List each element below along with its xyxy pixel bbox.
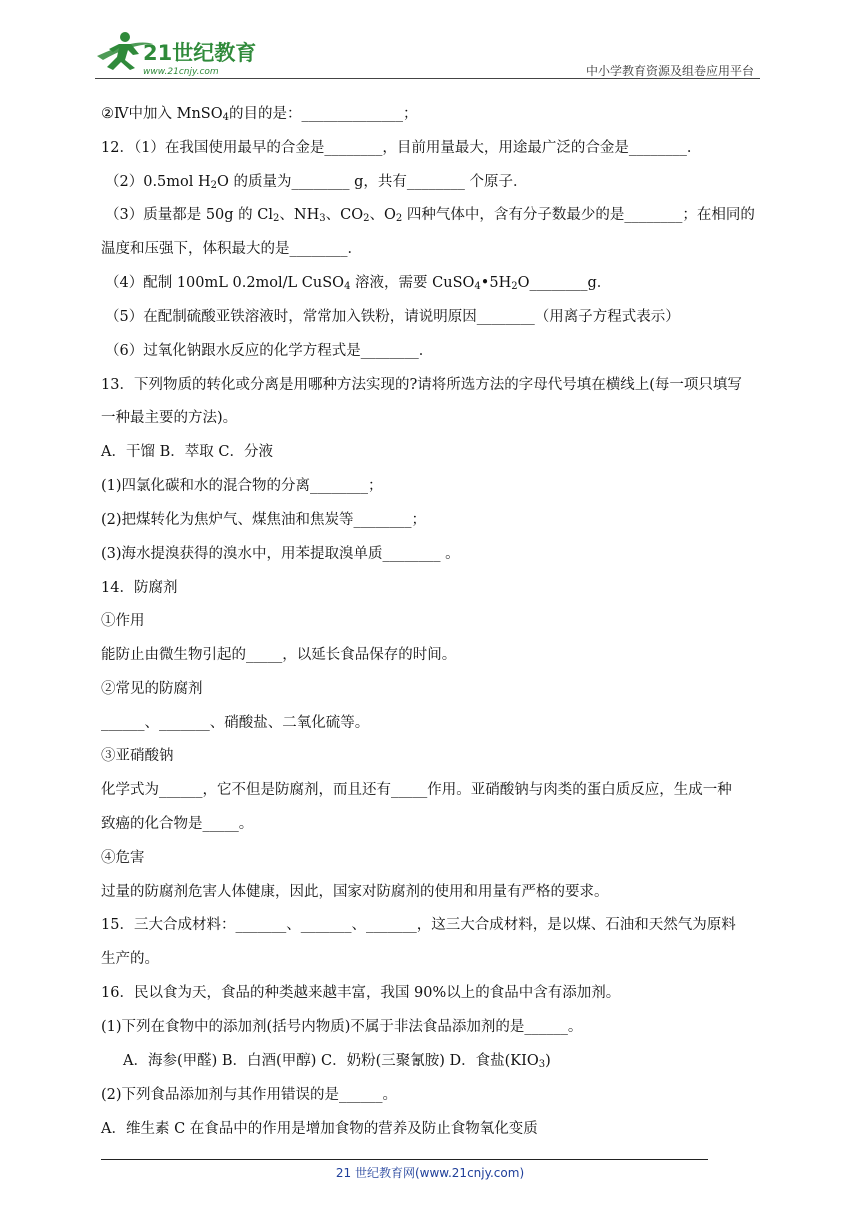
q13-stem: 13．下列物质的转化或分离是用哪种方法实现的?请将所选方法的字母代号填在横线上(每一项只填写 bbox=[101, 377, 742, 393]
q14-sub1: ①作用 bbox=[101, 613, 145, 629]
q13-item3: (3)海水提溴获得的溴水中，用苯提取溴单质________ 。 bbox=[101, 546, 460, 562]
q12-part3: （3）质量都是 50g 的 $Cl_2$、$NH_3$、$CO_2$、$O_2$ 四种气体中，含有分子数最少的是________；在相同的 bbox=[105, 207, 755, 224]
item-iv-mnso4: ②Ⅳ中加入 MnSO$_4$的目的是：______________； bbox=[101, 106, 418, 123]
q15-stem-cont: 生产的。 bbox=[101, 951, 159, 967]
q14-sub4: ④危害 bbox=[101, 850, 145, 866]
q12-part3-cont: 温度和压强下，体积最大的是________． bbox=[101, 241, 362, 257]
svg-text:www.21cnjy.com: www.21cnjy.com bbox=[143, 67, 219, 76]
logo-21cnjy bbox=[95, 30, 265, 76]
q15-stem: 15．三大合成材料：_______、_______、_______，这三大合成材料，是以煤、石油和天然气为原料 bbox=[101, 917, 736, 933]
q14-sub4-text: 过量的防腐剂危害人体健康，因此，国家对防腐剂的使用和用量有严格的要求。 bbox=[101, 884, 609, 900]
footer-divider bbox=[101, 1159, 708, 1160]
q14-title: 14．防腐剂 bbox=[101, 580, 178, 596]
q12-part2: （2）0.5mol $H_2O$ 的质量为________ g，共有________ 个原子． bbox=[105, 174, 528, 191]
q13-item1: (1)四氯化碳和水的混合物的分离________； bbox=[101, 478, 383, 494]
page-header bbox=[95, 28, 760, 80]
q16-part2-option-a: A．维生素 C 在食品中的作用是增加食物的营养及防止食物氧化变质 bbox=[101, 1121, 538, 1137]
q13-item2: (2)把煤转化为焦炉气、煤焦油和焦炭等________； bbox=[101, 512, 427, 528]
q12-part1: 12．（1）在我国使用最早的合金是________，目前用量最大，用途最广泛的合金是________． bbox=[101, 140, 702, 156]
q13-options: A．干馏 B．萃取 C．分液 bbox=[101, 444, 273, 460]
header-tagline: 中小学教育资源及组卷应用平台 bbox=[585, 64, 754, 78]
q12-part6: （6）过氧化钠跟水反应的化学方程式是________． bbox=[105, 343, 434, 359]
q14-sub3-text: 化学式为______，它不但是防腐剂，而且还有_____作用。亚硝酸钠与肉类的蛋白质反应，生成一种 bbox=[101, 782, 732, 798]
q12-part4: （4）配制 100mL 0.2mol/L CuSO$_4$ 溶液，需要 $CuSO_4•5H_2O\_\_\_\_\_\_\_\_g$． bbox=[105, 275, 612, 292]
q16-stem: 16．民以食为天，食品的种类越来越丰富，我国 90%以上的食品中含有添加剂。 bbox=[101, 985, 621, 1001]
q14-sub3-text-cont: 致癌的化合物是_____。 bbox=[101, 816, 254, 832]
footer-site-link[interactable]: 21 世纪教育网(www.21cnjy.com) bbox=[335, 1166, 525, 1180]
q14-sub1-text: 能防止由微生物引起的_____，以延长食品保存的时间。 bbox=[101, 647, 457, 663]
q14-sub2-text: ______、_______、硝酸盐、二氧化硫等。 bbox=[101, 715, 370, 731]
q16-part2: (2)下列食品添加剂与其作用错误的是______。 bbox=[101, 1087, 398, 1103]
q12-part5: （5）在配制硫酸亚铁溶液时，常常加入铁粉，请说明原因________（用离子方程式表示） bbox=[105, 309, 680, 325]
q16-part1: (1)下列在食物中的添加剂(括号内物质)不属于非法食品添加剂的是______。 bbox=[101, 1019, 583, 1035]
q13-stem-cont: 一种最主要的方法)。 bbox=[101, 410, 238, 426]
svg-text:21世纪教育: 21世纪教育 bbox=[143, 41, 257, 65]
q16-part1-options: A．海参(甲醛) B．白酒(甲醇) C．奶粉(三聚氰胺) D．食盐$(KIO_3)$ bbox=[123, 1053, 551, 1070]
q14-sub2: ②常见的防腐剂 bbox=[101, 681, 203, 697]
header-divider bbox=[95, 78, 760, 79]
q14-sub3: ③亚硝酸钠 bbox=[101, 748, 174, 764]
